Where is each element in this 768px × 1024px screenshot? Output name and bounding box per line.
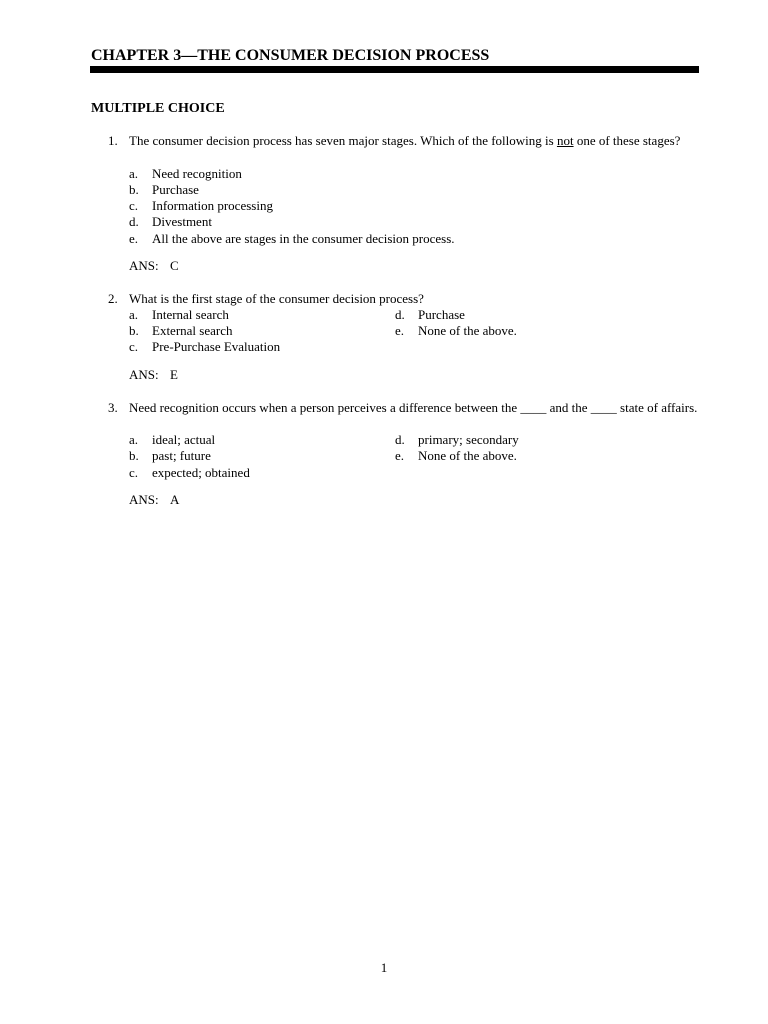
option-2d: [395, 307, 465, 323]
option-1e: [129, 231, 455, 247]
question-text: Need recognition occurs when a person perceives a difference between the ____ and the ____ state of affairs.: [129, 400, 698, 415]
question-text-underlined: not: [556, 133, 574, 148]
question-text-part: one of these stages?: [573, 133, 681, 148]
option-letter: b.: [129, 323, 139, 338]
option-1d: [129, 214, 212, 230]
option-3b: [129, 448, 211, 464]
question-number: 2.: [108, 291, 118, 306]
option-text: ideal; actual: [152, 432, 216, 447]
option-letter: c.: [129, 339, 139, 354]
option-text: Information processing: [152, 198, 273, 213]
option-text: primary; secondary: [418, 432, 519, 447]
option-letter: c.: [129, 465, 139, 480]
option-text: None of the above.: [418, 323, 517, 338]
answer-value: E: [170, 367, 178, 382]
answer-value: A: [170, 492, 180, 507]
option-letter: e.: [395, 323, 405, 338]
option-text: Divestment: [152, 214, 212, 229]
option-text: Need recognition: [152, 166, 242, 181]
option-text: Pre-Purchase Evaluation: [152, 339, 281, 354]
option-letter: d.: [395, 307, 405, 322]
option-3d: [395, 432, 519, 448]
option-letter: c.: [129, 198, 139, 213]
question-number: 3.: [108, 400, 118, 415]
section-title: MULTIPLE CHOICE: [91, 101, 225, 116]
answer-label: ANS:: [129, 492, 159, 507]
option-letter: a.: [129, 166, 139, 181]
answer-label: ANS:: [129, 258, 159, 273]
answer-label: ANS:: [129, 367, 159, 382]
page-number: 1: [380, 960, 388, 975]
option-text: None of the above.: [418, 448, 517, 463]
option-1a: [129, 166, 242, 182]
question-number: 1.: [108, 133, 118, 148]
option-text: Purchase: [152, 182, 199, 197]
option-letter: b.: [129, 448, 139, 463]
answer-1: [129, 258, 179, 274]
title-rule: [90, 66, 699, 73]
option-1c: [129, 198, 273, 214]
option-text: Internal search: [152, 307, 229, 322]
answer-2: [129, 367, 178, 383]
option-text: External search: [152, 323, 233, 338]
option-3e: [395, 448, 517, 464]
option-3c: [129, 465, 250, 481]
option-2a: [129, 307, 229, 323]
question-text: What is the first stage of the consumer decision process?: [129, 291, 424, 306]
question-text: [129, 133, 699, 149]
option-letter: a.: [129, 307, 139, 322]
option-letter: e.: [395, 448, 405, 463]
option-letter: e.: [129, 231, 139, 246]
option-text: All the above are stages in the consumer decision process.: [152, 231, 455, 246]
option-2b: [129, 323, 232, 339]
question-text-part: The consumer decision process has seven major stages. Which of the following is: [129, 133, 557, 148]
option-2e: [395, 323, 517, 339]
option-letter: a.: [129, 432, 139, 447]
option-text: past; future: [152, 448, 211, 463]
option-text: Purchase: [418, 307, 465, 322]
option-3a: [129, 432, 215, 448]
option-1b: [129, 182, 199, 198]
answer-3: [129, 492, 179, 508]
answer-value: C: [170, 258, 179, 273]
option-letter: b.: [129, 182, 139, 197]
option-letter: d.: [395, 432, 405, 447]
option-text: expected; obtained: [152, 465, 250, 480]
option-2c: [129, 339, 280, 355]
option-letter: d.: [129, 214, 139, 229]
chapter-title: CHAPTER 3—THE CONSUMER DECISION PROCESS: [91, 47, 490, 64]
